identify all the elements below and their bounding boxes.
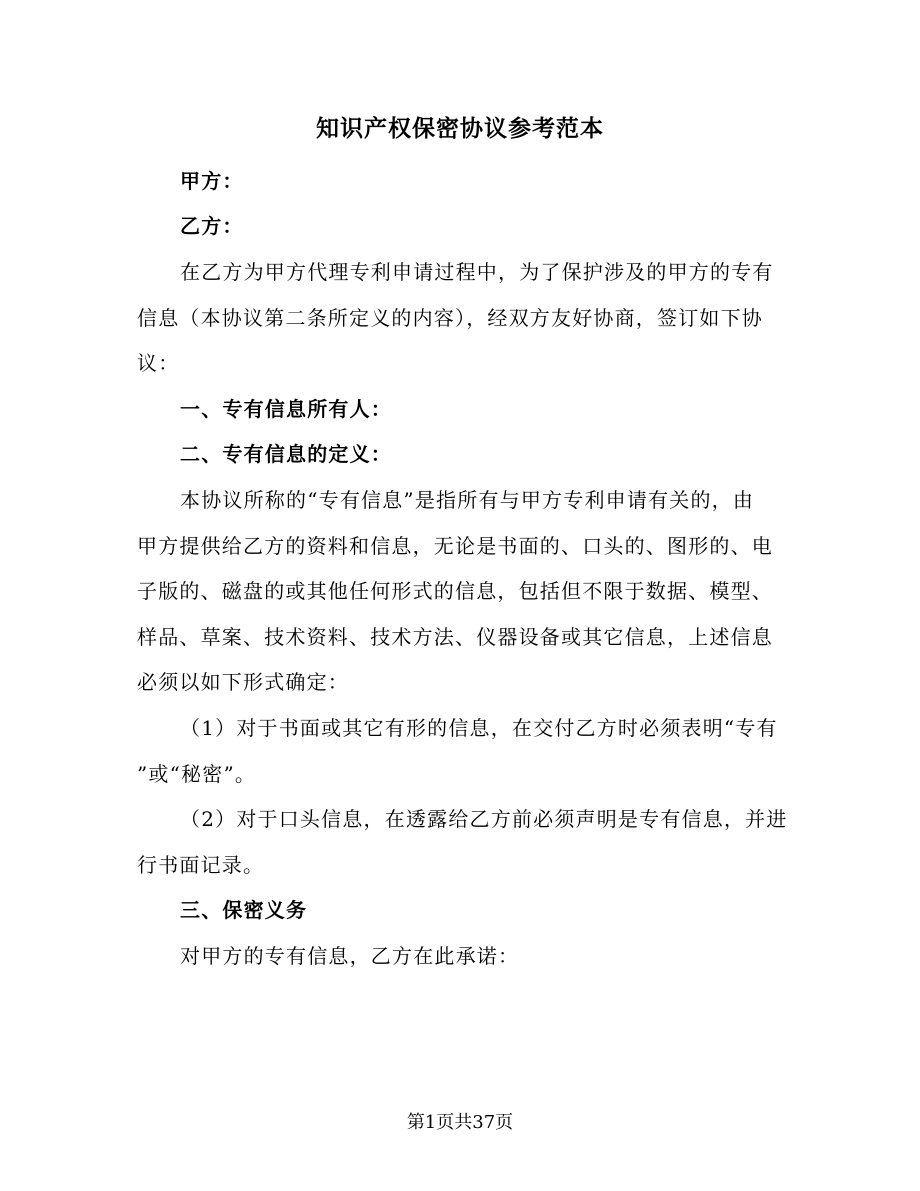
intro-line-1: 在乙方为甲方代理专利申请过程中，为了保护涉及的甲方的专有 — [180, 260, 774, 284]
section2-body-line-5: 必须以如下形式确定： — [137, 670, 349, 694]
section3-heading: 三、保密义务 — [180, 898, 308, 922]
section2-body-line-1: 本协议所称的“专有信息”是指所有与甲方专利申请有关的，由 — [180, 488, 755, 512]
intro-line-3: 议： — [137, 351, 180, 375]
party-b-label: 乙方： — [180, 214, 244, 238]
party-a-label: 甲方： — [180, 169, 244, 193]
item2-line-1: （2）对于口头信息，在透露给乙方前必须声明是专有信息，并进 — [180, 807, 788, 831]
item1-line-2: ”或“秘密”。 — [137, 762, 257, 786]
page-number-footer: 第1页共37页 — [406, 1112, 514, 1133]
item2-line-2: 行书面记录。 — [137, 853, 265, 877]
section2-body-line-2: 甲方提供给乙方的资料和信息，无论是书面的、口头的、图形的、电 — [137, 534, 773, 558]
section3-body-line-1: 对甲方的专有信息，乙方在此承诺： — [180, 944, 520, 968]
section2-body-line-3: 子版的、磁盘的或其他任何形式的信息，包括但不限于数据、模型、 — [137, 579, 773, 603]
document-title: 知识产权保密协议参考范本 — [316, 115, 604, 142]
intro-line-2: 信息（本协议第二条所定义的内容），经双方友好协商，签订如下协 — [137, 306, 763, 330]
item1-line-1: （1）对于书面或其它有形的信息，在交付乙方时必须表明“专有 — [180, 716, 778, 740]
section2-body-line-4: 样品、草案、技术资料、技术方法、仪器设备或其它信息，上述信息 — [137, 625, 773, 649]
section1-heading: 一、专有信息所有人： — [180, 397, 392, 421]
section2-heading: 二、专有信息的定义： — [180, 442, 392, 466]
